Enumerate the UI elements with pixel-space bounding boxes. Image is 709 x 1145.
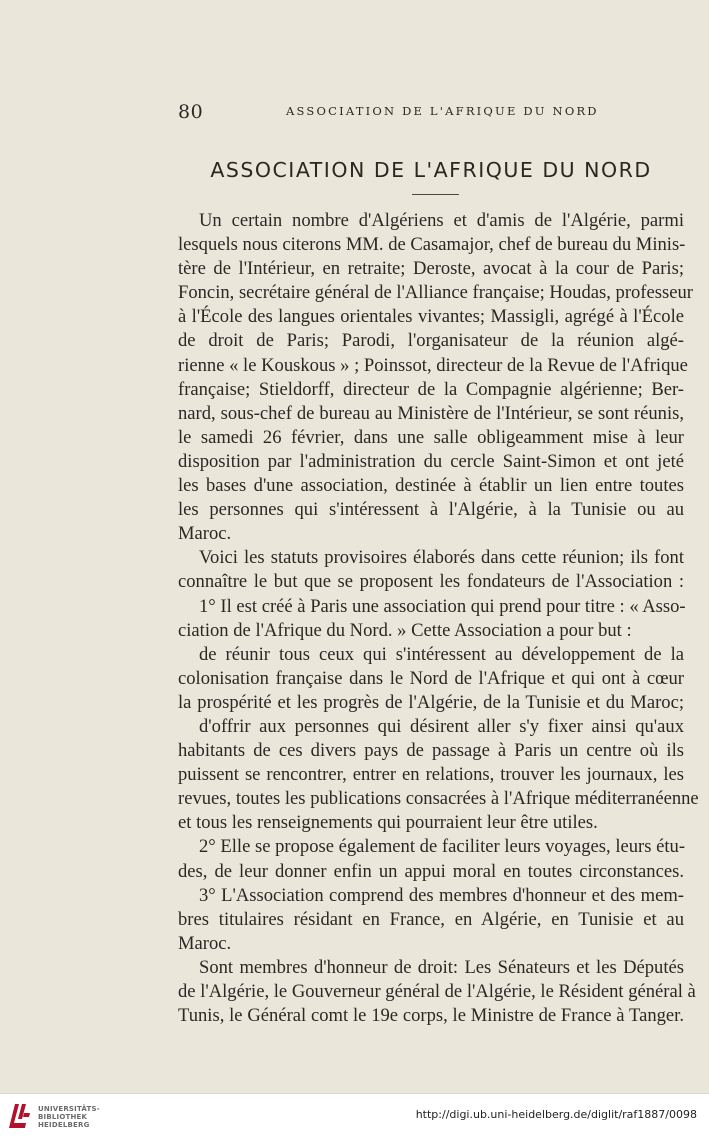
logo-line: BIBLIOTHEK: [38, 1113, 88, 1121]
text-line: française; Stieldorff, directeur de la Compagnie algérienne; Ber-: [178, 378, 684, 400]
text-line: tère de l'Intérieur, en retraite; Deroste, avocat à la cour de Paris;: [178, 258, 684, 280]
article-body: [178, 209, 699, 1028]
text-line: Voici les statuts provisoires élaborés dans cette réunion; ils font: [199, 547, 684, 569]
text-line: la prospérité et les progrès de l'Algérie, de la Tunisie et du Maroc;: [178, 691, 684, 713]
text-line: de l'Algérie, le Gouverneur général de l'Algérie, le Résident général à: [178, 981, 696, 1002]
logo-line: UNIVERSITÄTS-: [38, 1105, 100, 1113]
running-head: ASSOCIATION DE L'AFRIQUE DU NORD: [286, 104, 599, 118]
text-line: puissent se rencontrer, entrer en relations, trouver les journaux, les: [178, 764, 684, 786]
text-line: Un certain nombre d'Algériens et d'amis de l'Algérie, parmi: [199, 210, 684, 231]
text-line: le samedi 26 février, dans une salle obligeamment mise à leur: [178, 426, 684, 448]
title-rule: [412, 194, 459, 195]
text-line: les bases d'une association, destinée à établir un lien entre toutes: [178, 475, 684, 497]
text-line: bres titulaires résidant en France, en Algérie, en Tunisie et au: [178, 908, 684, 930]
text-line: de droit de Paris; Parodi, l'organisateur de la réunion algé-: [178, 330, 684, 352]
page-header: [178, 101, 684, 123]
text-line: des, de leur donner enfin un appui moral en toutes circonstances.: [178, 860, 684, 882]
text-line: habitants de ces divers pays de passage à Paris un centre où ils: [178, 740, 684, 762]
text-line: Sont membres d'honneur de droit: Les Sénateurs et les Députés: [199, 956, 684, 978]
viewer-footer: [0, 1093, 709, 1145]
article-title: ASSOCIATION DE L'AFRIQUE DU NORD: [210, 158, 652, 182]
text-line: 1° Il est créé à Paris une association qui prend pour titre : « Asso-: [199, 595, 686, 617]
text-line: 2° Elle se propose également de faciliter leurs voyages, leurs étu-: [199, 836, 686, 858]
source-url-link[interactable]: http://digi.ub.uni-heidelberg.de/diglit/raf1887/0098: [415, 1108, 697, 1121]
text-line: Maroc.: [178, 932, 232, 954]
text-line: Tunis, le Général comt le 19e corps, le Ministre de France à Tanger.: [178, 1005, 684, 1027]
text-line: rienne « le Kouskous » ; Poinssot, directeur de la Revue de l'Afrique: [178, 354, 688, 376]
library-logo-text: [38, 1105, 100, 1129]
text-line: à l'École des langues orientales vivantes; Massigli, agrégé à l'École: [178, 306, 684, 328]
text-line: colonisation française dans le Nord de l'Afrique et qui ont à cœur: [178, 667, 684, 689]
text-line: les personnes qui s'intéressent à l'Algérie, à la Tunisie ou au: [178, 499, 684, 521]
logo-line: HEIDELBERG: [38, 1121, 90, 1129]
text-line: revues, toutes les publications consacrées à l'Afrique méditerranéenne: [178, 788, 699, 810]
text-line: 3° L'Association comprend des membres d'honneur et des mem-: [199, 884, 684, 906]
text-line: Maroc.: [178, 523, 232, 545]
text-line: nard, sous-chef de bureau au Ministère de l'Intérieur, se sont réunis,: [178, 402, 684, 424]
text-line: lesquels nous citerons MM. de Casamajor, chef de bureau du Minis-: [178, 234, 686, 256]
page-number: 80: [178, 101, 204, 123]
text-line: de réunir tous ceux qui s'intéressent au développement de la: [199, 643, 684, 665]
text-line: d'offrir aux personnes qui désirent aller s'y fixer ainsi qu'aux: [199, 715, 684, 737]
university-library-logo-icon: [6, 1101, 32, 1131]
text-line: connaître le but que se proposent les fondateurs de l'Association :: [178, 571, 684, 593]
text-line: Foncin, secrétaire général de l'Alliance française; Houdas, professeur: [178, 282, 693, 304]
text-line: disposition par l'administration du cercle Saint-Simon et ont jeté: [178, 450, 684, 472]
text-line: et tous les renseignements qui pourraient leur être utiles.: [178, 812, 598, 834]
text-line: ciation de l'Afrique du Nord. » Cette Association a pour but :: [178, 619, 632, 641]
